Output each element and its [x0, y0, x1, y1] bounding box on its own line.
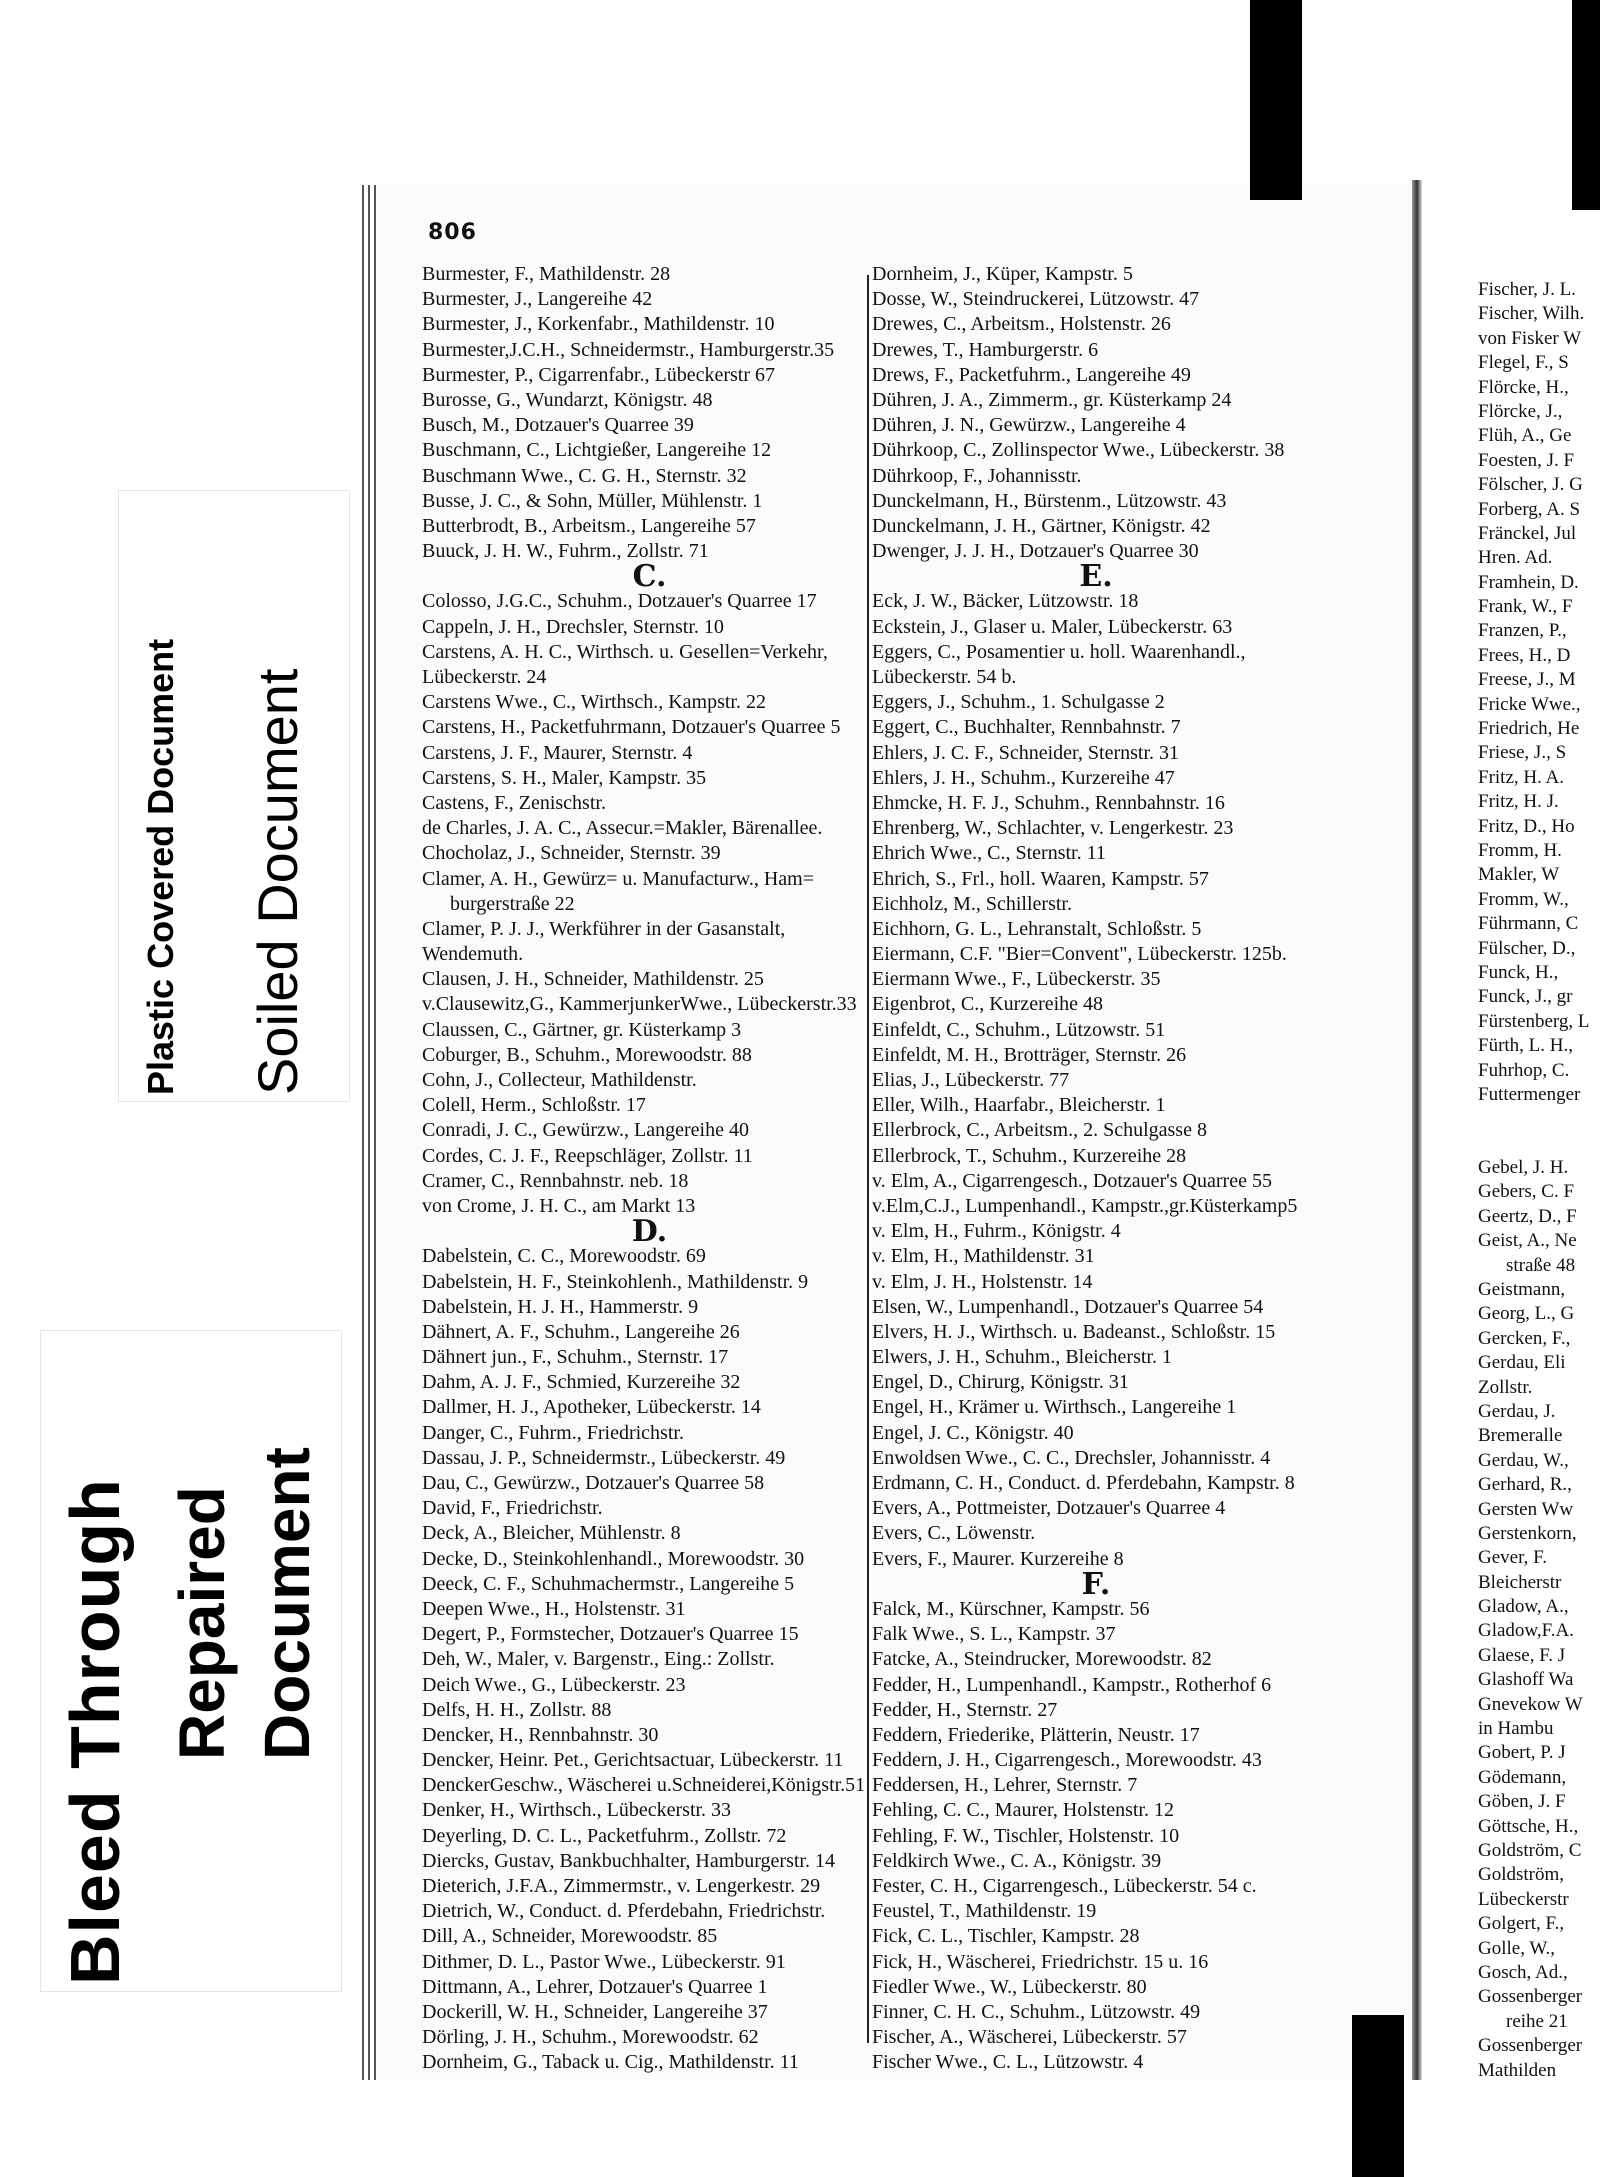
directory-entry: Fürstenberg, L — [1478, 1010, 1590, 1032]
directory-entry: Franzen, P., — [1478, 620, 1567, 642]
directory-entry: Dill, A., Schneider, Morewoodstr. 85 — [422, 1925, 718, 1948]
document-label: Document — [251, 1447, 323, 1760]
directory-entry: Glashoff Wa — [1478, 1669, 1574, 1691]
directory-entry: Finner, C. H. C., Schuhm., Lützowstr. 49 — [872, 2000, 1201, 2023]
directory-entry: Fischer, J. L. — [1478, 279, 1576, 300]
section-letter-heading: C. — [632, 559, 667, 595]
directory-entry: Eck, J. W., Bäcker, Lützowstr. 18 — [872, 590, 1139, 613]
directory-entry: Hren. Ad. — [1478, 547, 1553, 569]
page-edge-line — [374, 185, 376, 2080]
directory-entry: Fedder, H., Sternstr. 27 — [872, 1698, 1058, 1721]
directory-entry: Enwoldsen Wwe., C. C., Drechsler, Johannisstr. 4 — [872, 1446, 1271, 1469]
directory-entry: Dunckelmann, H., Bürstenm., Lützowstr. 43 — [872, 489, 1227, 512]
directory-entry: Eggers, J., Schuhm., 1. Schulgasse 2 — [872, 691, 1165, 714]
directory-entry: Drewes, C., Arbeitsm., Holstenstr. 26 — [872, 313, 1171, 336]
directory-entry: Gerdau, Eli — [1478, 1352, 1566, 1374]
directory-entry: Funck, J., gr — [1478, 986, 1573, 1008]
directory-entry: Fricke Wwe., — [1478, 693, 1581, 715]
directory-entry: Fatcke, A., Steindrucker, Morewoodstr. 82 — [872, 1648, 1212, 1671]
directory-entry: Wendemuth. — [422, 943, 524, 966]
directory-entry: Flegel, F., S — [1478, 352, 1569, 374]
directory-entry: Eichholz, M., Schillerstr. — [872, 892, 1072, 915]
directory-entry: DenckerGeschw., Wäscherei u.Schneiderei,Königstr.51 — [422, 1774, 866, 1797]
directory-entry: Butterbrodt, B., Arbeitsm., Langereihe 57 — [422, 514, 756, 537]
directory-entry: Fuhrhop, C. — [1478, 1059, 1570, 1081]
directory-entry: Fiedler Wwe., W., Lübeckerstr. 80 — [872, 1975, 1147, 1998]
directory-entry: Diercks, Gustav, Bankbuchhalter, Hamburgerstr. 14 — [422, 1849, 835, 1872]
directory-entry: Carstens, S. H., Maler, Kampstr. 35 — [422, 766, 707, 789]
directory-entry: Ehrenberg, W., Schlachter, v. Lengerkestr. 23 — [872, 817, 1234, 840]
directory-entry: Cappeln, J. H., Drechsler, Sternstr. 10 — [422, 615, 724, 638]
directory-entry: Evers, A., Pottmeister, Dotzauer's Quarree 4 — [872, 1497, 1226, 1520]
directory-entry: Dencker, H., Rennbahnstr. 30 — [422, 1723, 659, 1746]
directory-entry: Geist, A., Ne — [1478, 1230, 1577, 1252]
directory-entry: Dührkoop, C., Zollinspector Wwe., Lübeckerstr. 38 — [872, 439, 1285, 462]
directory-entry: Eckstein, J., Glaser u. Maler, Lübeckerstr. 63 — [872, 615, 1233, 638]
directory-entry: Gerdau, W., — [1478, 1449, 1569, 1471]
directory-entry: Danger, C., Fuhrm., Friedrichstr. — [422, 1421, 684, 1444]
directory-entry: Falk Wwe., S. L., Kampstr. 37 — [872, 1623, 1116, 1646]
directory-entry: Burmester,J.C.H., Schneidermstr., Hamburgerstr.35 — [422, 338, 835, 361]
directory-entry: Golle, W., — [1478, 1937, 1556, 1959]
directory-entry: Clamer, A. H., Gewürz= u. Manufacturw., Ham= — [422, 867, 815, 890]
directory-entry: Carstens, J. F., Maurer, Sternstr. 4 — [422, 741, 693, 764]
repaired-label: Repaired — [166, 1486, 238, 1760]
directory-entry: Ehrich, S., Frl., holl. Waaren, Kampstr. 57 — [872, 867, 1209, 890]
directory-entry: Elsen, W., Lumpenhandl., Dotzauer's Quarree 54 — [872, 1295, 1264, 1318]
directory-entry: Dithmer, D. L., Pastor Wwe., Lübeckerstr. 91 — [422, 1950, 786, 1973]
section-letter-heading: D. — [631, 1214, 668, 1250]
binding-strip-right — [1572, 0, 1600, 210]
directory-entry: Carstens, A. H. C., Wirthsch. u. Gesellen=Verkehr, — [422, 640, 828, 663]
directory-entry: Friedrich, He — [1478, 718, 1580, 740]
directory-entry: Engel, J. C., Königstr. 40 — [872, 1421, 1074, 1444]
directory-entry: Ehrich Wwe., C., Sternstr. 11 — [872, 842, 1106, 865]
directory-entry: Ehlers, J. H., Schuhm., Kurzereihe 47 — [872, 766, 1175, 789]
directory-entry: Eggert, C., Buchhalter, Rennbahnstr. 7 — [872, 716, 1181, 739]
directory-entry: Drews, F., Packetfuhrm., Langereihe 49 — [872, 363, 1191, 386]
directory-entry: Göben, J. F — [1478, 1791, 1566, 1813]
directory-entry: Foesten, J. F — [1478, 449, 1575, 471]
directory-entry: Einfeldt, C., Schuhm., Lützowstr. 51 — [872, 1018, 1166, 1041]
page-edge-line — [368, 185, 370, 2080]
directory-entry: Gödemann, — [1478, 1766, 1567, 1788]
directory-entry: Fritz, H. J. — [1478, 791, 1559, 813]
directory-entry: v. Elm, H., Fuhrm., Königstr. 4 — [872, 1220, 1121, 1243]
directory-entry: Einfeldt, M. H., Brotträger, Sternstr. 26 — [872, 1043, 1187, 1066]
directory-entry: Dassau, J. P., Schneidermstr., Lübeckerstr. 49 — [422, 1446, 786, 1469]
page-edge-line — [362, 185, 364, 2080]
directory-entry: Cramer, C., Rennbahnstr. neb. 18 — [422, 1169, 689, 1192]
directory-entry: Delfs, H. H., Zollstr. 88 — [422, 1698, 612, 1721]
directory-entry: Zollstr. — [1478, 1376, 1533, 1398]
directory-entry: Framhein, D. — [1478, 571, 1579, 593]
directory-entry: Eller, Wilh., Haarfabr., Bleicherstr. 1 — [872, 1094, 1166, 1117]
directory-entry: Funck, H., — [1478, 961, 1559, 983]
directory-entry: Elwers, J. H., Schuhm., Bleicherstr. 1 — [872, 1346, 1172, 1369]
directory-entry: Dähnert, A. F., Schuhm., Langereihe 26 — [422, 1320, 740, 1343]
directory-entry: Colell, Herm., Schloßstr. 17 — [422, 1094, 646, 1117]
directory-entry: Lübeckerstr. 24 — [422, 666, 547, 688]
directory-entry: Geistmann, — [1478, 1279, 1566, 1301]
directory-entry: Dabelstein, H. F., Steinkohlenh., Mathildenstr. 9 — [422, 1270, 809, 1293]
directory-column-left — [422, 262, 877, 2076]
directory-entry: Fick, C. L., Tischler, Kampstr. 28 — [872, 1925, 1140, 1948]
directory-entry: Dwenger, J. J. H., Dotzauer's Quarree 30 — [872, 540, 1199, 563]
directory-entry: Dabelstein, H. J. H., Hammerstr. 9 — [422, 1295, 699, 1318]
directory-entry: Georg, L., G — [1478, 1303, 1575, 1325]
directory-entry: Fischer, A., Wäscherei, Lübeckerstr. 57 — [872, 2026, 1187, 2049]
directory-entry: Makler, W — [1478, 864, 1560, 886]
directory-entry: Ellerbrock, C., Arbeitsm., 2. Schulgasse 8 — [872, 1119, 1207, 1142]
directory-entry: Feustel, T., Mathildenstr. 19 — [872, 1900, 1097, 1923]
directory-entry: Goldström, — [1478, 1864, 1565, 1886]
directory-entry: Gebers, C. F — [1478, 1181, 1575, 1203]
directory-entry: Fromm, W., — [1478, 888, 1569, 910]
directory-entry: Busch, M., Dotzauer's Quarree 39 — [422, 414, 694, 437]
directory-entry: Flörcke, H., — [1478, 376, 1569, 398]
directory-entry: straße 48 — [1506, 1254, 1576, 1276]
binding-strip-top — [1250, 0, 1302, 200]
directory-entry: Fülscher, D., — [1478, 937, 1576, 959]
directory-entry: Dörling, J. H., Schuhm., Morewoodstr. 62 — [422, 2026, 759, 2049]
directory-entry: Dahm, A. J. F., Schmied, Kurzereihe 32 — [422, 1371, 741, 1394]
directory-entry: Fedder, H., Lumpenhandl., Kampstr., Rotherhof 6 — [872, 1673, 1272, 1696]
directory-entry: Burmester, F., Mathildenstr. 28 — [422, 263, 671, 285]
directory-entry: Deepen Wwe., H., Holstenstr. 31 — [422, 1597, 686, 1620]
directory-entry: Golgert, F., — [1478, 1913, 1565, 1935]
directory-entry: Dieterich, J.F.A., Zimmermstr., v. Lengerkestr. 29 — [422, 1875, 821, 1897]
directory-entry: Burosse, G., Wundarzt, Königstr. 48 — [422, 388, 713, 411]
directory-entry: Coburger, B., Schuhm., Morewoodstr. 88 — [422, 1043, 752, 1066]
directory-entry: Ellerbrock, T., Schuhm., Kurzereihe 28 — [872, 1144, 1187, 1167]
directory-entry: v. Elm, H., Mathildenstr. 31 — [872, 1245, 1095, 1268]
directory-entry: Dau, C., Gewürzw., Dotzauer's Quarree 58 — [422, 1472, 765, 1494]
directory-entry: Evers, F., Maurer. Kurzereihe 8 — [872, 1547, 1124, 1570]
soiled-document-label: Soiled Document — [246, 668, 309, 1095]
directory-entry: Clamer, P. J. J., Werkführer in der Gasanstalt, — [422, 917, 786, 940]
directory-entry: Cordes, C. J. F., Reepschläger, Zollstr. 11 — [422, 1144, 753, 1167]
directory-entry: Ehmcke, H. F. J., Schuhm., Rennbahnstr. 16 — [872, 791, 1225, 814]
directory-entry: v.Clausewitz,G., KammerjunkerWwe., Lübeckerstr.33 — [422, 993, 857, 1016]
directory-entry: Eggers, C., Posamentier u. holl. Waarenhandl., — [872, 640, 1246, 663]
directory-entry: Mathilden — [1478, 2059, 1557, 2081]
directory-entry: Eichhorn, G. L., Lehranstalt, Schloßstr. 5 — [872, 917, 1202, 940]
directory-entry: Forberg, A. S — [1478, 498, 1581, 520]
directory-entry: Gerstenkorn, — [1478, 1522, 1577, 1544]
page-number: 806 — [428, 220, 477, 245]
directory-entry: Deeck, C. F., Schuhmachermstr., Langereihe 5 — [422, 1572, 795, 1595]
directory-entry: Gnevekow W — [1478, 1693, 1583, 1715]
directory-entry: Friese, J., S — [1478, 742, 1567, 764]
directory-entry: Göttsche, H., — [1478, 1815, 1579, 1837]
directory-entry: Bleicherstr — [1478, 1571, 1562, 1593]
directory-entry: Geertz, D., F — [1478, 1205, 1577, 1227]
directory-entry: Feddersen, H., Lehrer, Sternstr. 7 — [872, 1774, 1138, 1797]
directory-entry: Feddern, Friederike, Plätterin, Neustr. 17 — [872, 1723, 1200, 1746]
directory-entry: von Fisker W — [1478, 327, 1582, 349]
directory-entry: Gercken, F., — [1478, 1327, 1571, 1349]
directory-entry: Fehling, C. C., Maurer, Holstenstr. 12 — [872, 1799, 1174, 1822]
directory-entry: Gladow, A., — [1478, 1596, 1569, 1618]
directory-entry: Fehling, F. W., Tischler, Holstenstr. 10 — [872, 1824, 1180, 1847]
directory-entry: Gerhard, R., — [1478, 1474, 1572, 1496]
directory-entry: Feldkirch Wwe., C. A., Königstr. 39 — [872, 1849, 1162, 1872]
directory-entry: Elias, J., Lübeckerstr. 77 — [872, 1069, 1070, 1091]
directory-entry: Gossenberger — [1478, 1986, 1583, 2008]
directory-entry: Dallmer, H. J., Apotheker, Lübeckerstr. 14 — [422, 1396, 761, 1419]
section-letter-heading: E. — [1079, 559, 1113, 595]
directory-entry: Flörcke, J., — [1478, 400, 1563, 422]
directory-entry: Dührkoop, F., Johannisstr. — [872, 464, 1082, 487]
directory-entry — [1478, 1132, 1600, 1156]
directory-entry: Fester, C. H., Cigarrengesch., Lübeckerstr. 54 c. — [872, 1875, 1257, 1897]
bleed-through-label: Bleed Through — [56, 1478, 134, 1985]
directory-entry: Elvers, H. J., Wirthsch. u. Badeanst., Schloßstr. 15 — [872, 1320, 1276, 1343]
directory-entry: in Hambu — [1478, 1718, 1554, 1740]
directory-entry: Fick, H., Wäscherei, Friedrichstr. 15 u. 16 — [872, 1950, 1209, 1973]
directory-entry: Flüh, A., Ge — [1478, 425, 1572, 447]
directory-entry: Deh, W., Maler, v. Bargenstr., Eing.: Zollstr. — [422, 1648, 775, 1671]
directory-entry: Castens, F., Zenischstr. — [422, 791, 606, 814]
directory-entry: Fischer, Wilh. — [1478, 303, 1585, 325]
directory-entry: Dittmann, A., Lehrer, Dotzauer's Quarree 1 — [422, 1975, 768, 1998]
directory-entry: Dornheim, G., Taback u. Cig., Mathildenstr. 11 — [422, 2051, 799, 2074]
directory-entry: Clausen, J. H., Schneider, Mathildenstr. 25 — [422, 968, 764, 991]
directory-entry: Conradi, J. C., Gewürzw., Langereihe 40 — [422, 1119, 749, 1142]
directory-entry: Frank, W., F — [1478, 596, 1573, 618]
directory-entry: Gladow,F.A. — [1478, 1620, 1574, 1642]
directory-entry: Fritz, D., Ho — [1478, 815, 1575, 837]
directory-entry: v. Elm, A., Cigarrengesch., Dotzauer's Quarree 55 — [872, 1169, 1272, 1192]
directory-entry: Dabelstein, C. C., Morewoodstr. 69 — [422, 1245, 706, 1268]
plastic-covered-label: Plastic Covered Document — [140, 638, 181, 1095]
directory-entry: Eigenbrot, C., Kurzereihe 48 — [872, 993, 1104, 1016]
directory-entry: Dähnert jun., F., Schuhm., Sternstr. 17 — [422, 1346, 729, 1369]
directory-entry: Engel, D., Chirurg, Königstr. 31 — [872, 1371, 1129, 1394]
directory-entry: v. Elm, J. H., Holstenstr. 14 — [872, 1270, 1093, 1293]
directory-entry: burgerstraße 22 — [450, 892, 575, 915]
directory-entry: David, F., Friedrichstr. — [422, 1497, 603, 1520]
directory-entry: Futtermenger — [1478, 1083, 1581, 1105]
directory-entry: Dornheim, J., Küper, Kampstr. 5 — [872, 263, 1133, 285]
directory-entry: Carstens, H., Packetfuhrmann, Dotzauer's Quarree 5 — [422, 716, 841, 739]
directory-entry: Fritz, H. A. — [1478, 766, 1565, 788]
directory-entry: Fischer Wwe., C. L., Lützowstr. 4 — [872, 2051, 1144, 2074]
directory-entry: Dencker, Heinr. Pet., Gerichtsactuar, Lübeckerstr. 11 — [422, 1749, 844, 1772]
directory-entry: Engel, H., Krämer u. Wirthsch., Langereihe 1 — [872, 1396, 1237, 1419]
book-spine — [1412, 180, 1422, 2080]
directory-entry: Denker, H., Wirthsch., Lübeckerstr. 33 — [422, 1799, 732, 1822]
directory-entry: Busse, J. C., & Sohn, Müller, Mühlenstr. 1 — [422, 489, 763, 512]
directory-entry — [1478, 1107, 1600, 1131]
directory-entry: Gossenberger — [1478, 2035, 1583, 2057]
directory-entry: Evers, C., Löwenstr. — [872, 1522, 1036, 1545]
directory-entry: v.Elm,C.J., Lumpenhandl., Kampstr.,gr.Küsterkamp5 — [872, 1194, 1298, 1217]
directory-entry: Gersten Ww — [1478, 1498, 1574, 1520]
directory-entry: Gerdau, J. — [1478, 1400, 1556, 1422]
directory-entry: von Crome, J. H. C., am Markt 13 — [422, 1194, 696, 1217]
directory-entry: Dockerill, W. H., Schneider, Langereihe 37 — [422, 2000, 768, 2023]
directory-entry: Gobert, P. J — [1478, 1742, 1566, 1764]
directory-entry: Erdmann, C. H., Conduct. d. Pferdebahn, Kampstr. 8 — [872, 1472, 1295, 1494]
directory-entry: Dunckelmann, J. H., Gärtner, Königstr. 42 — [872, 514, 1211, 537]
directory-entry: Fürth, L. H., — [1478, 1035, 1573, 1057]
directory-entry: Fölscher, J. G — [1478, 474, 1583, 496]
directory-entry: Gosch, Ad., — [1478, 1961, 1568, 1983]
directory-entry: Gebel, J. H. — [1478, 1157, 1569, 1179]
directory-entry: Degert, P., Formstecher, Dotzauer's Quarree 15 — [422, 1623, 799, 1646]
directory-entry: Dosse, W., Steindruckerei, Lützowstr. 47 — [872, 288, 1200, 311]
directory-entry: Deich Wwe., G., Lübeckerstr. 23 — [422, 1673, 686, 1696]
directory-entry: Buuck, J. H. W., Fuhrm., Zollstr. 71 — [422, 540, 709, 563]
directory-entry: Claussen, C., Gärtner, gr. Küsterkamp 3 — [422, 1018, 742, 1041]
directory-entry: de Charles, J. A. C., Assecur.=Makler, Bärenallee. — [422, 817, 823, 840]
directory-entry: Dühren, J. N., Gewürzw., Langereihe 4 — [872, 414, 1186, 437]
directory-column-middle — [872, 262, 1320, 2076]
directory-entry: Eiermann Wwe., F., Lübeckerstr. 35 — [872, 968, 1161, 991]
directory-entry: Lübeckerstr — [1478, 1888, 1569, 1910]
directory-entry: Cohn, J., Collecteur, Mathildenstr. — [422, 1069, 697, 1091]
directory-entry: Lübeckerstr. 54 b. — [872, 666, 1017, 688]
directory-entry: Burmester, J., Korkenfabr., Mathildenstr. 10 — [422, 313, 775, 336]
directory-entry: Falck, M., Kürschner, Kampstr. 56 — [872, 1597, 1150, 1620]
directory-entry: Gever, F. — [1478, 1547, 1547, 1569]
directory-entry: Carstens Wwe., C., Wirthsch., Kampstr. 22 — [422, 691, 766, 714]
directory-entry: Frees, H., D — [1478, 644, 1571, 666]
directory-entry: Colosso, J.G.C., Schuhm., Dotzauer's Quarree 17 — [422, 590, 817, 613]
binding-strip-bottom — [1352, 2015, 1404, 2177]
directory-entry: Freese, J., M — [1478, 669, 1576, 691]
section-letter-heading: F. — [1081, 1566, 1111, 1602]
directory-entry: Fränckel, Jul — [1478, 522, 1577, 544]
directory-entry: Bremeralle — [1478, 1425, 1563, 1447]
directory-entry: Deyerling, D. C. L., Packetfuhrm., Zollstr. 72 — [422, 1824, 787, 1847]
directory-entry: Dühren, J. A., Zimmerm., gr. Küsterkamp 24 — [872, 388, 1232, 411]
directory-entry: Ehlers, J. C. F., Schneider, Sternstr. 31 — [872, 741, 1180, 764]
directory-entry: reihe 21 — [1506, 2010, 1568, 2032]
directory-entry: Glaese, F. J — [1478, 1644, 1566, 1666]
directory-entry: Führmann, C — [1478, 913, 1579, 935]
directory-entry: Dietrich, W., Conduct. d. Pferdebahn, Friedrichstr. — [422, 1900, 826, 1923]
directory-entry: Deck, A., Bleicher, Mühlenstr. 8 — [422, 1522, 681, 1545]
directory-entry: Fromm, H. — [1478, 839, 1562, 861]
directory-column-right — [1478, 278, 1600, 2083]
directory-entry: Drewes, T., Hamburgerstr. 6 — [872, 338, 1099, 361]
directory-entry: Feddern, J. H., Cigarrengesch., Morewoodstr. 43 — [872, 1749, 1262, 1772]
directory-entry: Goldström, C — [1478, 1840, 1582, 1861]
directory-entry: Eiermann, C.F. "Bier=Convent", Lübeckerstr. 125b. — [872, 943, 1287, 966]
directory-entry: Burmester, P., Cigarrenfabr., Lübeckerstr 67 — [422, 363, 775, 386]
directory-entry: Buschmann Wwe., C. G. H., Sternstr. 32 — [422, 464, 747, 487]
directory-entry: Burmester, J., Langereihe 42 — [422, 288, 653, 311]
directory-entry: Chocholaz, J., Schneider, Sternstr. 39 — [422, 842, 721, 865]
directory-entry: Buschmann, C., Lichtgießer, Langereihe 12 — [422, 439, 772, 462]
directory-entry: Decke, D., Steinkohlenhandl., Morewoodstr. 30 — [422, 1547, 805, 1570]
